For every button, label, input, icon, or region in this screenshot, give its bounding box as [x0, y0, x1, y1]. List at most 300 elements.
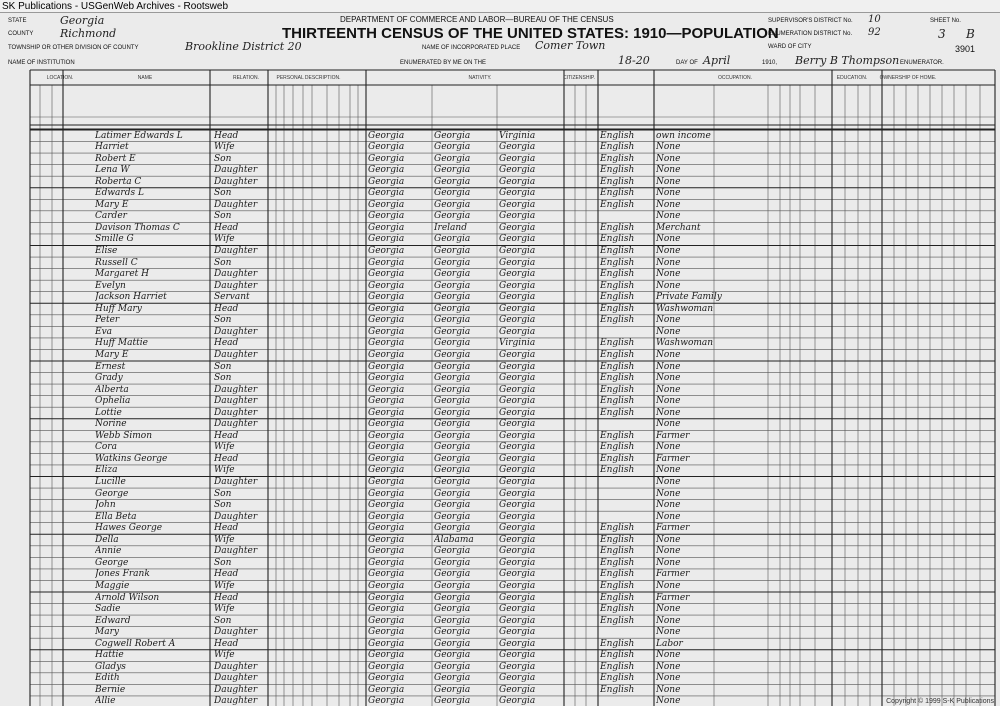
row-occupation: Labor — [656, 638, 683, 649]
row-language: English — [600, 280, 635, 291]
row-name: Lottie — [95, 407, 122, 418]
row-father-birthplace: Georgia — [434, 546, 471, 557]
row-mother-birthplace: Georgia — [499, 349, 536, 360]
row-name: Edwards L — [95, 188, 144, 199]
row-mother-birthplace: Georgia — [499, 604, 536, 615]
row-birthplace: Georgia — [368, 188, 405, 199]
row-name: Hawes George — [95, 523, 163, 534]
row-mother-birthplace: Georgia — [499, 453, 536, 464]
place-value: Comer Town — [535, 39, 606, 52]
row-mother-birthplace: Georgia — [499, 546, 536, 557]
row-father-birthplace: Georgia — [434, 696, 471, 706]
row-birthplace: Georgia — [368, 488, 405, 499]
row-relation: Son — [214, 488, 232, 499]
row-occupation: Farmer — [656, 592, 690, 603]
row-mother-birthplace: Georgia — [499, 188, 536, 199]
row-birthplace: Georgia — [368, 557, 405, 568]
row-relation: Wife — [214, 465, 235, 476]
row-mother-birthplace: Georgia — [499, 257, 536, 268]
row-mother-birthplace: Georgia — [499, 569, 536, 580]
row-father-birthplace: Georgia — [434, 638, 471, 649]
row-father-birthplace: Georgia — [434, 453, 471, 464]
row-language: English — [600, 130, 635, 141]
row-father-birthplace: Georgia — [434, 684, 471, 695]
row-father-birthplace: Georgia — [434, 604, 471, 615]
row-relation: Daughter — [214, 511, 258, 522]
row-language: English — [600, 557, 635, 568]
row-father-birthplace: Georgia — [434, 326, 471, 337]
row-occupation: None — [656, 500, 681, 511]
row-mother-birthplace: Georgia — [499, 407, 536, 418]
row-name: Bernie — [95, 684, 126, 695]
row-name: Eliza — [95, 465, 118, 476]
row-name: Peter — [95, 315, 120, 326]
row-father-birthplace: Georgia — [434, 396, 471, 407]
row-occupation: None — [656, 407, 681, 418]
row-occupation: None — [656, 661, 681, 672]
row-relation: Head — [214, 592, 239, 603]
row-relation: Head — [214, 338, 239, 349]
row-name: Margaret H — [95, 269, 149, 280]
row-birthplace: Georgia — [368, 326, 405, 337]
row-birthplace: Georgia — [368, 523, 405, 534]
row-mother-birthplace: Georgia — [499, 280, 536, 291]
row-occupation: None — [656, 627, 681, 638]
enumerated-label: ENUMERATED BY ME ON THE — [400, 60, 487, 66]
row-birthplace: Georgia — [368, 696, 405, 706]
row-relation: Wife — [214, 650, 235, 661]
ownership-heading: OWNERSHIP OF HOME. — [879, 75, 937, 81]
row-language: English — [600, 142, 635, 153]
row-language: English — [600, 176, 635, 187]
row-language: English — [600, 384, 635, 395]
township-label: TOWNSHIP OR OTHER DIVISION OF COUNTY — [8, 45, 139, 51]
row-father-birthplace: Georgia — [434, 661, 471, 672]
name-column-heading: NAME — [137, 75, 153, 81]
row-language: English — [600, 442, 635, 453]
row-father-birthplace: Georgia — [434, 176, 471, 187]
row-occupation: None — [656, 142, 681, 153]
row-birthplace: Georgia — [368, 338, 405, 349]
row-relation: Head — [214, 222, 239, 233]
row-language: English — [600, 534, 635, 545]
row-father-birthplace: Georgia — [434, 373, 471, 384]
row-mother-birthplace: Georgia — [499, 419, 536, 430]
row-language: English — [600, 199, 635, 210]
row-birthplace: Georgia — [368, 453, 405, 464]
row-relation: Son — [214, 315, 232, 326]
row-occupation: None — [656, 673, 681, 684]
row-father-birthplace: Georgia — [434, 673, 471, 684]
row-name: Della — [95, 534, 119, 545]
row-name: Edith — [95, 673, 120, 684]
window-title: SK Publications - USGenWeb Archives - Rootsweb — [2, 1, 229, 12]
row-relation: Daughter — [214, 280, 258, 291]
row-father-birthplace: Georgia — [434, 153, 471, 164]
row-father-birthplace: Georgia — [434, 500, 471, 511]
row-father-birthplace: Georgia — [434, 592, 471, 603]
row-birthplace: Georgia — [368, 211, 405, 222]
row-name: Edward — [95, 615, 131, 626]
row-birthplace: Georgia — [368, 396, 405, 407]
row-birthplace: Georgia — [368, 500, 405, 511]
row-name: Hattie — [95, 650, 124, 661]
row-relation: Daughter — [214, 176, 258, 187]
row-name: Smille G — [95, 234, 134, 245]
row-relation: Servant — [214, 292, 250, 303]
row-occupation: Merchant — [656, 222, 701, 233]
state-label: STATE — [8, 18, 27, 24]
row-name: Jones Frank — [95, 569, 150, 580]
row-occupation: None — [656, 269, 681, 280]
row-mother-birthplace: Georgia — [499, 142, 536, 153]
row-birthplace: Georgia — [368, 569, 405, 580]
row-language: English — [600, 465, 635, 476]
row-name: George — [95, 488, 129, 499]
row-father-birthplace: Georgia — [434, 430, 471, 441]
row-language: English — [600, 246, 635, 256]
row-father-birthplace: Alabama — [434, 534, 474, 545]
row-birthplace: Georgia — [368, 477, 405, 487]
row-birthplace: Georgia — [368, 349, 405, 360]
row-mother-birthplace: Virginia — [499, 130, 536, 141]
row-mother-birthplace: Georgia — [499, 523, 536, 534]
row-name: John — [95, 500, 116, 511]
institution-label: NAME OF INSTITUTION — [8, 60, 75, 66]
enumeration-day: 18-20 — [618, 54, 650, 67]
row-birthplace: Georgia — [368, 419, 405, 430]
row-occupation: None — [656, 153, 681, 164]
row-name: Lucille — [95, 477, 126, 487]
row-language: English — [600, 269, 635, 280]
row-birthplace: Georgia — [368, 546, 405, 557]
row-language: English — [600, 234, 635, 245]
row-language: English — [600, 361, 635, 372]
row-occupation: None — [656, 165, 681, 176]
row-relation: Head — [214, 569, 239, 580]
occupation-heading: OCCUPATION. — [718, 75, 752, 81]
row-father-birthplace: Georgia — [434, 130, 471, 141]
row-language: English — [600, 153, 635, 164]
row-occupation: None — [656, 557, 681, 568]
row-relation: Daughter — [214, 477, 258, 487]
enumeration-month: April — [703, 54, 731, 67]
row-mother-birthplace: Georgia — [499, 650, 536, 661]
county-value: Richmond — [60, 27, 117, 40]
row-language: English — [600, 292, 635, 303]
row-occupation: None — [656, 477, 681, 487]
row-birthplace: Georgia — [368, 373, 405, 384]
department-heading: DEPARTMENT OF COMMERCE AND LABOR—BUREAU OF THE CENSUS — [340, 15, 614, 24]
row-father-birthplace: Georgia — [434, 315, 471, 326]
row-father-birthplace: Georgia — [434, 292, 471, 303]
row-relation: Daughter — [214, 696, 258, 706]
row-relation: Daughter — [214, 396, 258, 407]
row-language: English — [600, 407, 635, 418]
row-mother-birthplace: Georgia — [499, 661, 536, 672]
row-father-birthplace: Georgia — [434, 511, 471, 522]
row-father-birthplace: Georgia — [434, 477, 471, 487]
row-occupation: None — [656, 257, 681, 268]
row-mother-birthplace: Georgia — [499, 627, 536, 638]
row-name: Alberta — [95, 384, 129, 395]
row-birthplace: Georgia — [368, 269, 405, 280]
row-birthplace: Georgia — [368, 638, 405, 649]
row-birthplace: Georgia — [368, 361, 405, 372]
row-birthplace: Georgia — [368, 442, 405, 453]
row-relation: Daughter — [214, 673, 258, 684]
row-name: Huff Mattie — [95, 338, 148, 349]
row-occupation: None — [656, 326, 681, 337]
row-father-birthplace: Georgia — [434, 211, 471, 222]
row-occupation: None — [656, 650, 681, 661]
row-language: English — [600, 188, 635, 199]
row-language: English — [600, 257, 635, 268]
row-father-birthplace: Georgia — [434, 280, 471, 291]
row-father-birthplace: Georgia — [434, 142, 471, 153]
row-occupation: None — [656, 534, 681, 545]
row-father-birthplace: Georgia — [434, 627, 471, 638]
row-name: Annie — [95, 546, 122, 557]
row-name: Norine — [95, 419, 127, 430]
row-occupation: Farmer — [656, 430, 690, 441]
county-label: COUNTY — [8, 31, 34, 37]
row-relation: Son — [214, 615, 232, 626]
row-relation: Son — [214, 211, 232, 222]
row-birthplace: Georgia — [368, 673, 405, 684]
row-name: Mary E — [95, 349, 129, 360]
row-mother-birthplace: Georgia — [499, 176, 536, 187]
row-relation: Head — [214, 430, 239, 441]
row-occupation: None — [656, 604, 681, 615]
row-father-birthplace: Georgia — [434, 349, 471, 360]
row-birthplace: Georgia — [368, 292, 405, 303]
row-name: Ernest — [95, 361, 126, 372]
row-name: Grady — [95, 373, 123, 384]
row-mother-birthplace: Georgia — [499, 592, 536, 603]
row-language: English — [600, 222, 635, 233]
row-language: English — [600, 453, 635, 464]
row-birthplace: Georgia — [368, 176, 405, 187]
row-mother-birthplace: Georgia — [499, 211, 536, 222]
row-relation: Head — [214, 130, 239, 141]
row-birthplace: Georgia — [368, 407, 405, 418]
location-column-heading: LOCATION. — [46, 75, 74, 81]
row-name: Lena W — [95, 165, 130, 176]
row-mother-birthplace: Georgia — [499, 269, 536, 280]
row-birthplace: Georgia — [368, 615, 405, 626]
row-language: English — [600, 523, 635, 534]
row-occupation: None — [656, 684, 681, 695]
row-father-birthplace: Georgia — [434, 257, 471, 268]
row-birthplace: Georgia — [368, 222, 405, 233]
sheet-label: SHEET No. — [930, 18, 961, 24]
row-occupation: None — [656, 315, 681, 326]
row-birthplace: Georgia — [368, 246, 405, 256]
enumeration-district-value: 92 — [868, 27, 881, 38]
row-mother-birthplace: Georgia — [499, 292, 536, 303]
row-language: English — [600, 373, 635, 384]
enumerator-name: Berry B Thompson — [795, 54, 900, 67]
row-name: Evelyn — [95, 280, 126, 291]
row-birthplace: Georgia — [368, 165, 405, 176]
row-relation: Daughter — [214, 419, 258, 430]
enumerator-label: ENUMERATOR. — [900, 60, 944, 66]
row-father-birthplace: Georgia — [434, 188, 471, 199]
row-name: Cora — [95, 442, 117, 453]
row-name: Elise — [95, 246, 118, 256]
row-relation: Wife — [214, 534, 235, 545]
row-name: Jackson Harriet — [95, 292, 167, 303]
row-mother-birthplace: Georgia — [499, 534, 536, 545]
row-language: English — [600, 684, 635, 695]
row-birthplace: Georgia — [368, 130, 405, 141]
row-mother-birthplace: Georgia — [499, 153, 536, 164]
row-occupation: None — [656, 280, 681, 291]
row-occupation: None — [656, 349, 681, 360]
row-name: Webb Simon — [95, 430, 153, 441]
row-occupation: None — [656, 211, 681, 222]
row-birthplace: Georgia — [368, 384, 405, 395]
row-birthplace: Georgia — [368, 280, 405, 291]
row-name: Watkins George — [95, 453, 168, 464]
row-father-birthplace: Georgia — [434, 234, 471, 245]
row-occupation: Farmer — [656, 523, 690, 534]
enumeration-district-label: ENUMERATION DISTRICT No. — [768, 31, 853, 37]
row-relation: Head — [214, 303, 239, 314]
row-father-birthplace: Georgia — [434, 407, 471, 418]
row-language: English — [600, 396, 635, 407]
row-father-birthplace: Georgia — [434, 303, 471, 314]
row-father-birthplace: Georgia — [434, 269, 471, 280]
row-language: English — [600, 303, 635, 314]
row-relation: Son — [214, 557, 232, 568]
row-birthplace: Georgia — [368, 142, 405, 153]
row-name: Allie — [95, 696, 116, 706]
row-relation: Son — [214, 257, 232, 268]
row-father-birthplace: Georgia — [434, 488, 471, 499]
row-occupation: None — [656, 361, 681, 372]
row-birthplace: Georgia — [368, 650, 405, 661]
row-occupation: Farmer — [656, 569, 690, 580]
row-relation: Daughter — [214, 546, 258, 557]
row-father-birthplace: Ireland — [434, 222, 467, 233]
row-language: English — [600, 546, 635, 557]
row-father-birthplace: Georgia — [434, 199, 471, 210]
row-relation: Wife — [214, 234, 235, 245]
row-father-birthplace: Georgia — [434, 465, 471, 476]
row-relation: Son — [214, 373, 232, 384]
row-name: Ophelia — [95, 396, 131, 407]
ward-label: WARD OF CITY — [768, 44, 812, 50]
row-relation: Wife — [214, 442, 235, 453]
row-mother-birthplace: Georgia — [499, 396, 536, 407]
row-name: Maggie — [95, 580, 130, 591]
row-birthplace: Georgia — [368, 153, 405, 164]
row-mother-birthplace: Georgia — [499, 696, 536, 706]
row-language: English — [600, 165, 635, 176]
row-mother-birthplace: Georgia — [499, 477, 536, 487]
row-mother-birthplace: Georgia — [499, 615, 536, 626]
row-father-birthplace: Georgia — [434, 165, 471, 176]
row-father-birthplace: Georgia — [434, 580, 471, 591]
row-birthplace: Georgia — [368, 592, 405, 603]
supervisor-district-label: SUPERVISOR'S DISTRICT No. — [768, 18, 853, 24]
row-mother-birthplace: Georgia — [499, 246, 536, 256]
row-language: English — [600, 338, 635, 349]
row-mother-birthplace: Georgia — [499, 511, 536, 522]
row-relation: Daughter — [214, 661, 258, 672]
row-name: Mary — [95, 627, 119, 638]
row-occupation: None — [656, 465, 681, 476]
census-sheet-image — [0, 13, 1000, 706]
row-birthplace: Georgia — [368, 465, 405, 476]
row-name: Carder — [95, 211, 127, 222]
row-occupation: None — [656, 176, 681, 187]
row-occupation: None — [656, 396, 681, 407]
row-name: Roberta C — [95, 176, 142, 187]
row-language: English — [600, 661, 635, 672]
row-mother-birthplace: Georgia — [499, 373, 536, 384]
row-occupation: None — [656, 234, 681, 245]
row-birthplace: Georgia — [368, 303, 405, 314]
row-relation: Head — [214, 453, 239, 464]
row-mother-birthplace: Georgia — [499, 557, 536, 568]
row-name: Mary E — [95, 199, 129, 210]
row-father-birthplace: Georgia — [434, 338, 471, 349]
place-label: NAME OF INCORPORATED PLACE — [422, 45, 521, 51]
row-occupation: None — [656, 199, 681, 210]
row-relation: Daughter — [214, 165, 258, 176]
row-mother-birthplace: Georgia — [499, 361, 536, 372]
row-occupation: None — [656, 615, 681, 626]
row-mother-birthplace: Georgia — [499, 500, 536, 511]
row-birthplace: Georgia — [368, 234, 405, 245]
row-name: Cogwell Robert A — [95, 638, 176, 649]
row-language: English — [600, 638, 635, 649]
row-relation: Daughter — [214, 269, 258, 280]
row-mother-birthplace: Georgia — [499, 673, 536, 684]
row-father-birthplace: Georgia — [434, 523, 471, 534]
row-relation: Son — [214, 153, 232, 164]
row-occupation: None — [656, 488, 681, 499]
row-relation: Daughter — [214, 384, 258, 395]
row-father-birthplace: Georgia — [434, 361, 471, 372]
row-relation: Son — [214, 500, 232, 511]
row-mother-birthplace: Georgia — [499, 442, 536, 453]
row-relation: Wife — [214, 580, 235, 591]
row-occupation: None — [656, 580, 681, 591]
row-birthplace: Georgia — [368, 430, 405, 441]
row-relation: Head — [214, 638, 239, 649]
sheet-stamp-number: 3901 — [955, 44, 976, 54]
row-birthplace: Georgia — [368, 315, 405, 326]
row-occupation: None — [656, 696, 681, 706]
row-relation: Daughter — [214, 627, 258, 638]
row-father-birthplace: Georgia — [434, 442, 471, 453]
row-birthplace: Georgia — [368, 511, 405, 522]
township-value: Brookline District 20 — [185, 40, 302, 53]
row-birthplace: Georgia — [368, 534, 405, 545]
row-mother-birthplace: Georgia — [499, 430, 536, 441]
row-occupation: None — [656, 373, 681, 384]
row-mother-birthplace: Georgia — [499, 303, 536, 314]
year-label: 1910, — [762, 60, 778, 66]
row-language: English — [600, 569, 635, 580]
row-mother-birthplace: Georgia — [499, 465, 536, 476]
row-relation: Son — [214, 361, 232, 372]
row-occupation: own income — [656, 130, 711, 141]
